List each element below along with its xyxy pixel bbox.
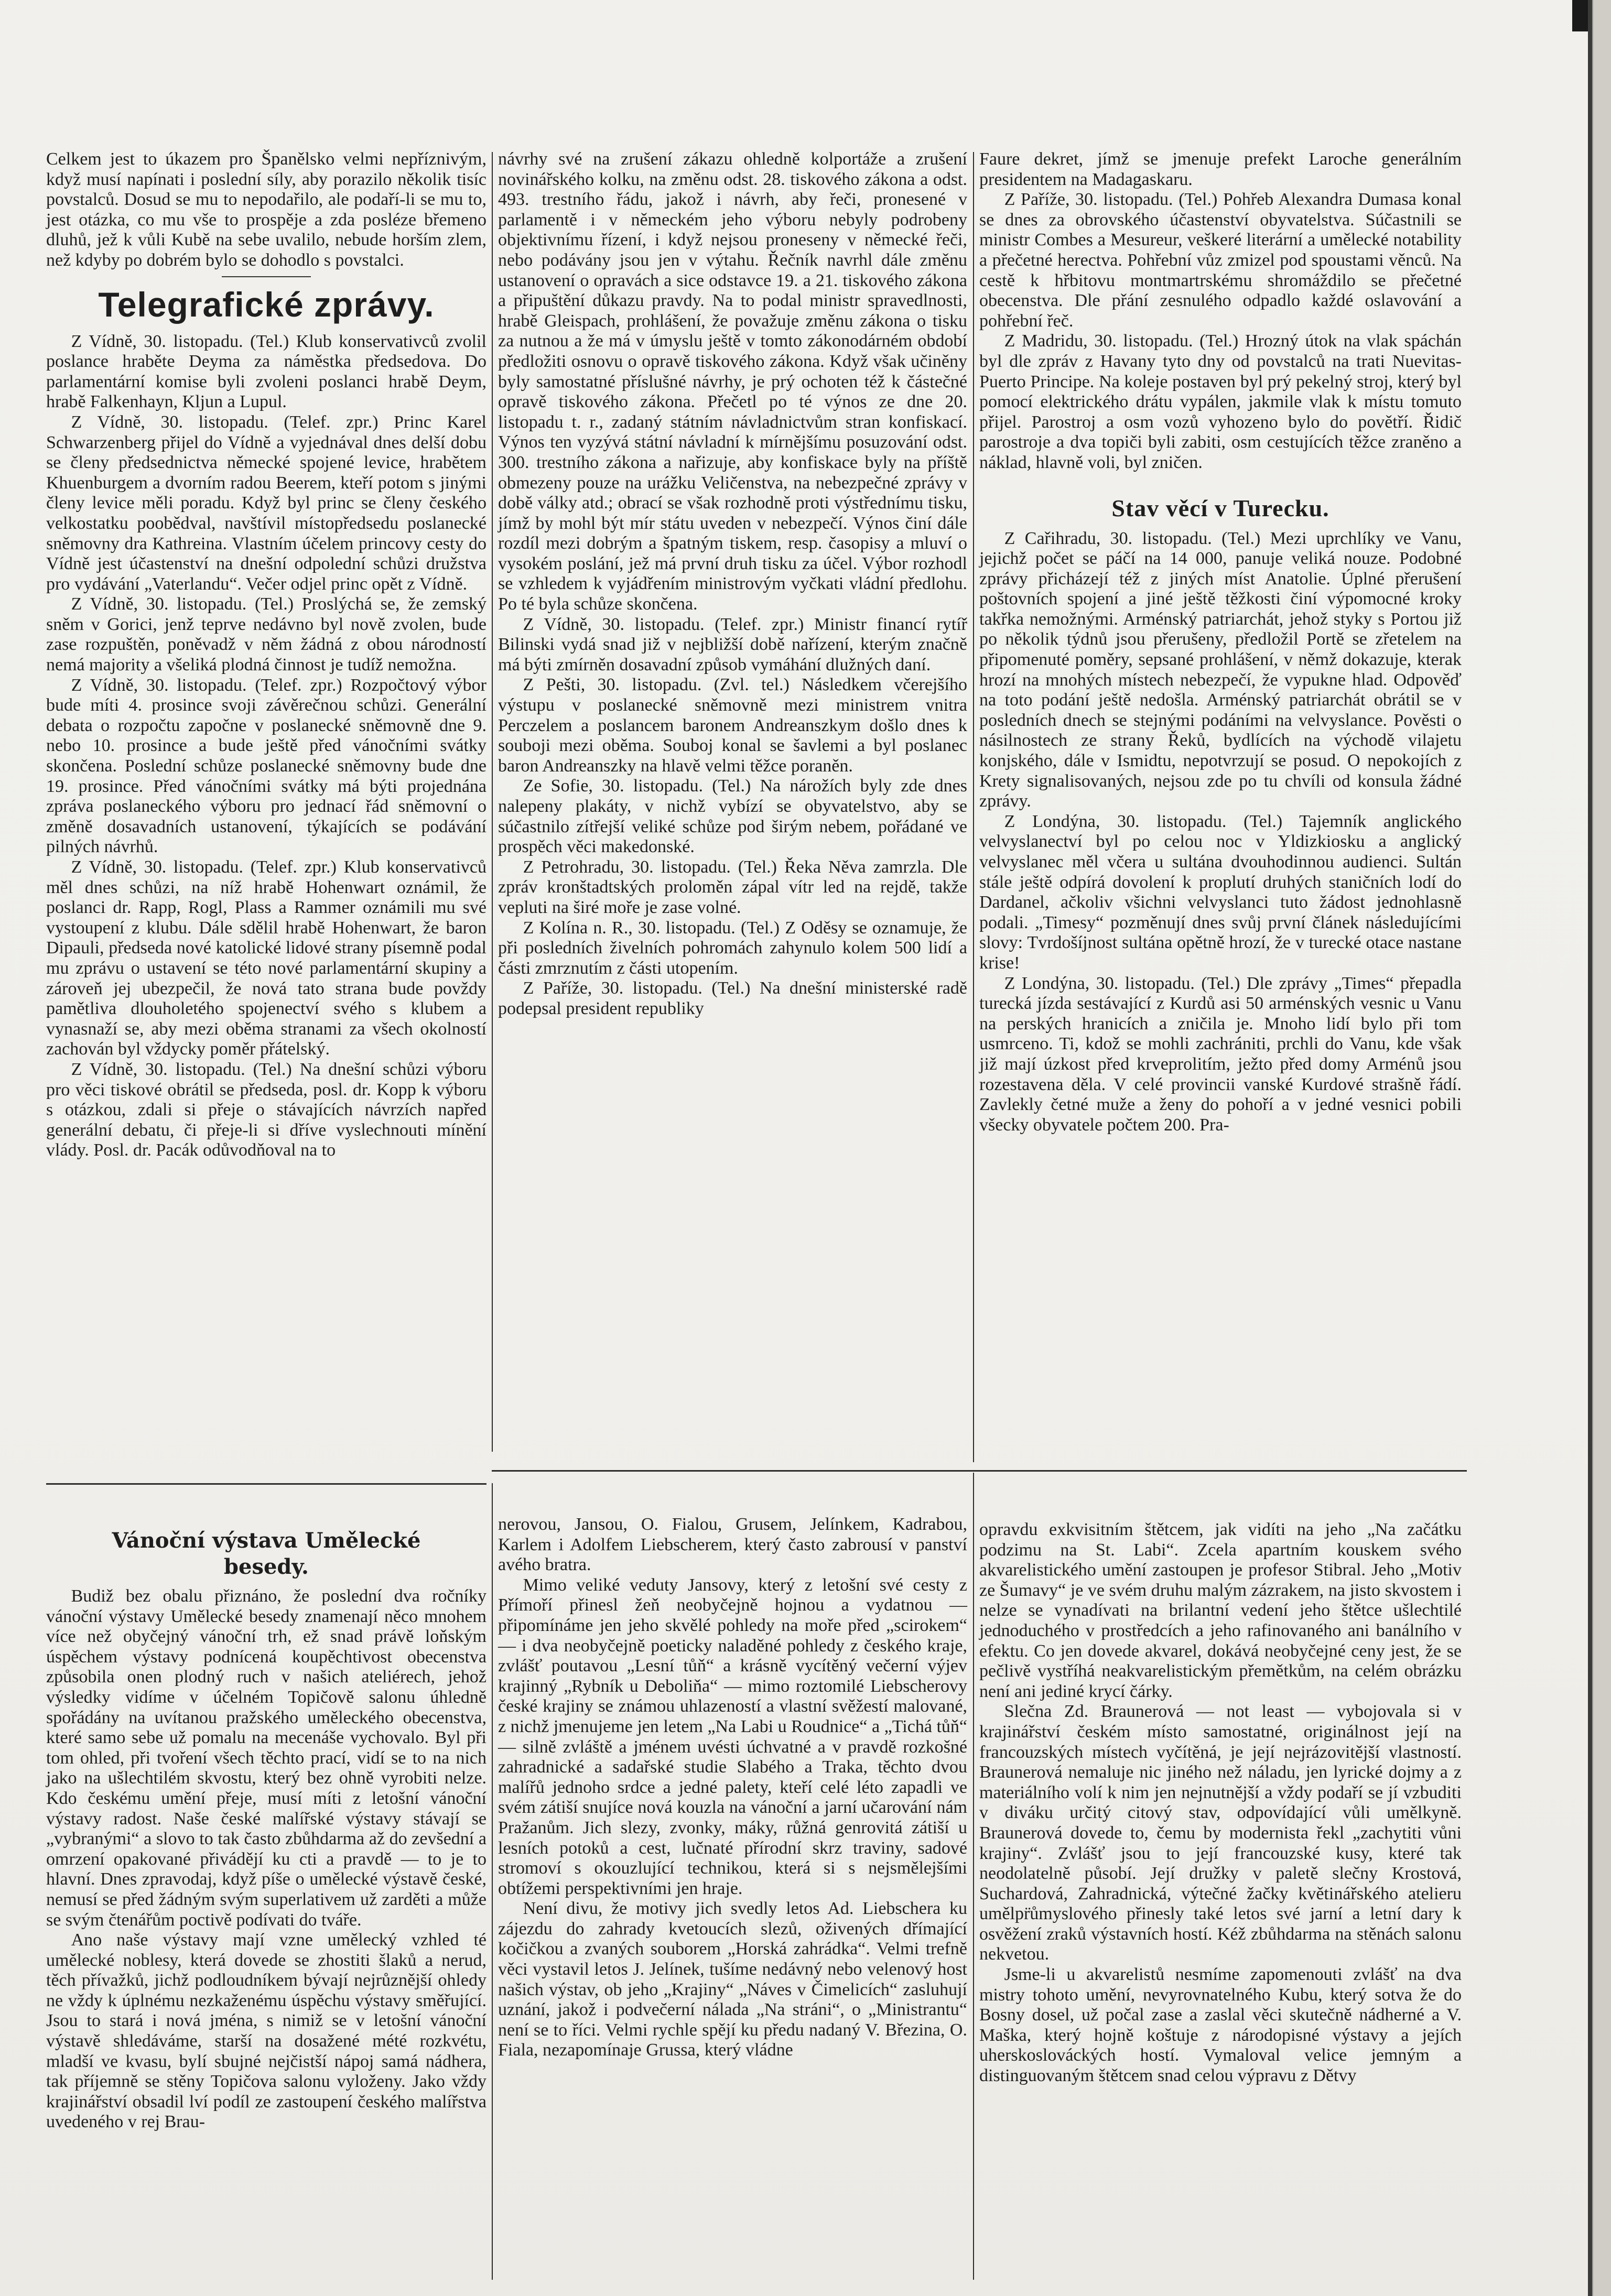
article-paragraph: Jsme-li u akvarelistů nesmíme zapomenouti zvlášť na dva mistry tohoto umění, nevyrovnatelného Kubu, který sotva že do Bosny dosel, už počal zase a zaslal věci skutečně nádherné a V. Maška, který hojně koštuje z národopisné výstavy a jejích uherskoslováckých hostí. Vymaloval velice jemným a distinguovaným štětcem snad celou výpravu z Dětvy: [979, 1965, 1462, 2086]
telegraph-item: Z Pešti, 30. listopadu. (Zvl. tel.) Následkem včerejšího výstupu v poslanecké sněmovně mezi ministrem vnitra Perczelem a poslancem baronem Andreanszkym došlo dnes k souboji mezi oběma. Souboj konal se šavlemi a byl poslanec baron Andreanszky na hlavě velmi těžce poraněn.: [498, 675, 967, 776]
page-edge: [1592, 0, 1611, 2296]
column-3-top: [979, 149, 1462, 1135]
section-divider: [492, 1470, 1467, 1472]
telegraph-item: Z Petrohradu, 30. listopadu. (Tel.) Řeka Něva zamrzla. Dle zpráv kronštadtských proloměn zápal vítr led na rejdě, takže vepluti na širé moře je zase volné.: [498, 857, 967, 917]
article-paragraph: Mimo veliké veduty Jansovy, který z letošní své cesty z Přímoří přinesl žeň neobyčejně hojnou a vydatnou — připomínáme jen jeho skvělé pohledy na moře před „scirokem“ — i dva neobyčejně poeticky naladěné pohledy z českého kraje, zvlášť poutavou „Lesní tůň“ a krásně vycítěný večerní výjev krajinný „Rybník u Deboliňa“ — mimo roztomilé Liebscherovy české krajiny se známou uhlazeností a vlastní svěžestí malované, z nichž jmenujeme jen letem „Na Labi u Roudnice“ a „Tichá tůň“ — silně zvláště a jménem uvésti úchvatné a v pravdě rozkošné zahradnické a sadařské studie Slabého a Traka, těchto dvou malířů jednoho srdce a jedné palety, kteří celé léto zapadli ve svém zátiší snujíce nová kouzla na vánoční a jarní učarování nám Pražanům. Jich slezy, zvonky, máky, růžná genrovitá zátiší u lesních potoků a cest, lučnaté přírodní skrz traviny, sadové stromoví s okouzlující technikou, která si s nejsmělejšími obtížemi perspektivními jen hraje.: [498, 1575, 967, 1898]
telegraph-item: Z Londýna, 30. listopadu. (Tel.) Dle zprávy „Times“ přepadla turecká jízda sestávající z Kurdů asi 50 arménských vesnic u Vanu na perských hranicích a zničila je. Mnoho lidí bylo při tom usmrceno. Ti, kdož se mohli zachrániti, prchli do Vanu, kde však již mají úzkost před krveprolitím, ježto před domy Arménů jsou rozestavena děla. V celé provincii vanské Kurdové strašně řádí. Zavlekly četné muže a ženy do pohoří a v jedné vesnici pobili všecky obyvatele počtem 200. Pra-: [979, 973, 1462, 1135]
article-paragraph: nerovou, Jansou, O. Fialou, Grusem, Jelínkem, Kadrabou, Karlem i Adolfem Liebscherem, který často zabrousí v panství avého bratra.: [498, 1515, 967, 1575]
column-rule-right-bottom: [973, 1473, 974, 2280]
section-heading-telegraph: Telegrafické zprávy.: [98, 285, 435, 324]
telegraph-item: Faure dekret, jímž se jmenuje prefekt Laroche generálním presidentem na Madagaskaru.: [979, 149, 1462, 189]
telegraph-item: Z Vídně, 30. listopadu. (Telef. zpr.) Klub konservativců měl dnes schůzi, na níž hrabě Hohenwart oznámil, že poslanci dr. Rapp, Rogl, Plass a Rammer oznámili mu své vystoupení z klubu. Dále sdělil hrabě Hohenwart, že baron Dipauli, předseda nové katolické lidové strany písemně podal mu zprávu o ustavení se této nové parlamentární skupiny a zároveň jej ubezpečil, že nová tato strana bude povždy pamětliva dlouholetého spojenectví svého s klubem a vynasnaží se, aby mezi oběma stranami za všech okolností zachován byl vždycky poměr přátelský.: [46, 857, 486, 1059]
telegraph-item: Z Cařihradu, 30. listopadu. (Tel.) Mezi uprchlíky ve Vanu, jejichž počet se páčí na 14 000, panuje veliká nouze. Podobné zprávy přicházejí též z jiných míst Anatolie. Úplné přerušení poštovních spojení a jiné ještě těžkosti činí výpomocné kroky takřka nemožnými. Arménský patriarchát, jehož styky s Portou již po několik týdnů jsou přerušeny, předložil Portě se zřetelem na připomenuté poměry, sepsané prohlášení, v němž dokazuje, kterak hrozí na mnohých místech nebezpečí, že vypukne hlad. Odpověď na toto podání ještě nedošla. Arménský patriarchát obrátil se v posledních dnech se stejnými podáními na velvyslance. Pověsti o násilnostech ze strany Řeků, bydlících na východě vilajetu konjského, dále v Ismidtu, nepotvrzují se posud. O nepokojích z Krety signalisovaných, nejsou zde po tu chvíli od konsula žádné zprávy.: [979, 528, 1462, 811]
telegraph-item: Z Vídně, 30. listopadu. (Tel.) Na dnešní schůzi výboru pro věci tiskové obrátil se předseda, posl. dr. Kopp k výboru s otázkou, zdali si přeje o stávajících návrzích napřed generální debatu, či přeje-li si dříve vyslechnouti mínění vlády. Posl. dr. Pacák odůvodňoval na to: [46, 1059, 486, 1160]
telegraph-item: Z Vídně, 30. listopadu. (Telef. zpr.) Rozpočtový výbor bude míti 4. prosince svoji závěrečnou schůzi. Generální debata o rozpočtu započne v poslanecké sněmovně dne 9. nebo 10. prosince a bude ještě před vánočními svátky skončena. Poslední schůze poslanecké sněmovny bude dne 19. prosince. Před vánočními svátky má býti projednána zpráva poslaneckého výboru pro jednací řád sněmovní o změně dosavadních ustanovení, týkajících se podávání pilných návrhů.: [46, 675, 486, 857]
article-paragraph: Ano naše výstavy mají vzne umělecký vzhled té umělecké noblesy, která dovede se zhostiti šlaků a nerud, těch přívažků, jichž podloudníkem bývají nejrůznější ohledy ne vždy k úplnému nezkaženému úspěchu výstavy směřující. Jsou to stará i nová jména, s nimiž se v letošní vánoční výstavě shledáváme, starší na dosažené mété rozkvétu, mladší ve kvasu, bylí sbujné nejčistší nápoj samá nádhera, tak příjemně se stěny Topičova salonu vyloženy. Jako vždy krajinářství obsadil lví podíl ze zastoupení českého malířstva uvedeného v rej Brau-: [46, 1930, 486, 2132]
telegraph-item: Z Vídně, 30. listopadu. (Tel.) Klub konservativců zvolil poslance hraběte Deyma za náměstka předsedova. Do parlamentární komise byli zvoleni poslanci hrabě Deym, hrabě Falkenhayn, Kljun a Lupul.: [46, 331, 486, 412]
column-rule-right-top: [973, 152, 974, 1462]
article-paragraph: Slečna Zd. Braunerová — not least — vybojovala si v krajinářství českém místo samostatné, originálnost její na francouzských místech vyčítěná, je její nejrázovitější vlastností. Braunerová nemaluje nic jiného než náladu, jen lyrické dojmy a z materiálního volí k nim jen nejnutnější a vždy podaří se jí vzbuditi v diváku určitý citový stav, odpovídající vůli umělkyně. Braunerová dovede to, čemu by modernista řekl „zachytiti vůni krajiny“. Zvlášť jsou to její francouzské kusy, které tak neodolatelně působí. Její družky v paletě slečny Krostová, Suchardová, Zahradnická, výtečné žačky květinářského atelieru umělpr̈ůmyslového přinesly také letos své jarní a letní dary k osvěžení zraků výstavních hostí. Kéž zbůhdarma na stěnách salonu nekvetou.: [979, 1702, 1462, 1964]
article-paragraph: opravdu exkvisitním štětcem, jak vidíti na jeho „Na začátku podzimu na St. Labi“. Zcela apartním kouskem svého akvarelistického umění zastoupen je profesor Stibral. Jeho „Motiv ze Šumavy“ je ve svém druhu malým zázrakem, na jisto skvostem i nelze se vynadívati na brilantní vedení jeho štětce ušlechtilé jednoduchého v prostředcích a jeho rafinovaného ani banálního v efektu. Co jen dovede akvarel, dokává neobyčejné ceny jest, že se pečlivě vystříhá neakvarelistickým přemětkům, na celém obrázku není ani jediné krycí čárky.: [979, 1520, 1462, 1701]
telegraph-item: návrhy své na zrušení zákazu ohledně kolportáže a zrušení novinářského kolku, na změnu odst. 28. tiskového zákona a odst. 493. trestního řádu, jakož i návrh, aby řeči, pronesené v parlamentě i v německém jeho výboru nebyly podrobeny objektivnímu řízení, i když nejsou proneseny v německé řeči, nebo podávány jsou jen v výtahu. Řečník navrhl dále změnu ustanovení o opravách a sice odstavce 19. a 21. tiskového zákona a připuštění důkazu pravdy. Na to podal ministr spravedlnosti, hrabě Gleispach, prohlášení, že považuje změnu zákona o tisku za nutnou a že má v úmyslu ještě v tomto zákonodárném období předložiti osnovu o opravě tiskového zákona. Když však učiněny byly samostatné příslušné návrhy, je prý ochoten též k částečné opravě tiskového zákona. Přečetl po té výnos ze dne 20. listopadu t. r., zadaný státním návladnictvům stran konfiskací. Výnos ten vyzývá státní návladní k mírnějšímu posuzování odst. 300. trestního zákona a nařizuje, aby konfiskace byly na příště obmezeny pouze na urážku Veličenstva, na nebezpečné zprávy v době války atd.; obrací se však rozhodně proti výstřednímu tisku, jímž by mohl být mír státu uveden v nebezpečí. Výnos činí dále rozdíl mezi dobrým a špatným tiskem, resp. časopisy a mluví o vysokém poslání, jež má první druh tisku za účel. Výbor rozhodl se vzhledem k vyjádřením ministrovým vyčkati vládní předlohu. Po té byla schůze skončena.: [498, 149, 967, 614]
section-heading-turkey: Stav věcí v Turecku.: [1111, 494, 1329, 521]
telegraph-item: Z Paříže, 30. listopadu. (Tel.) Na dnešní ministerské radě podepsal president republiky: [498, 978, 967, 1018]
telegraph-item: Ze Sofie, 30. listopadu. (Tel.) Na nárožích byly zde dnes nalepeny plakáty, v nichž vybízí se obyvatelstvo, aby se súčastnilo zítřejší veliké schůze pod širým nebem, pořádané ve prospěch věci makedonské.: [498, 776, 967, 857]
telegraph-item: Z Londýna, 30. listopadu. (Tel.) Tajemník anglického velvyslanectví byl po celou noc v Yldizkiosku a anglický velvyslanec měl včera u sultána dvouhodinnou audienci. Sultán stále ještě odpírá dovolení k proplutí druhých staničních lodí do Dardanel, ačkoliv všichni velvyslanci tuto žádost jednohlasně podali. „Timesy“ pozměnují dnes svůj první článek následujícími slovy: Tvrdošíjnost sultána opětně hrozí, že v turecké otace nastane krise!: [979, 811, 1462, 973]
telegraph-item: Z Vídně, 30. listopadu. (Telef. zpr.) Princ Karel Schwarzenberg přijel do Vídně a vyjednával dnes delší dobu se členy předsednictva německé spojené levice, hrabětem Khuenburgem a dvorním radou Beerem, kteří potom s jinými členy levice měli poradu. Když byl princ se členy českého velkostatku poobědval, navštívil místopředsedu poslanecké sněmovny dra Kathreina. Vlastním účelem princovy cesty do Vídně jest účastenství na dnešní odpolední schůzi družstva pro vydávání „Vaterlandu“. Večer odjel princ opět z Vídně.: [46, 412, 486, 594]
telegraph-item: Z Paříže, 30. listopadu. (Tel.) Pohřeb Alexandra Dumasa konal se dnes za obrovského účastenství obyvatelstva. Súčastnili se ministr Combes a Mesureur, veškeré literární a umělecké notability a přečetné herectva. Pohřební vůz zmizel pod spoustami věnců. Na cestě k hřbitovu montmartrskému shromáždilo se přečetné obecenstva. Dle přání zesnulého odpadlo každé oslavování a pohřební řeč.: [979, 190, 1462, 331]
column-2-top: [498, 149, 967, 1019]
column-3-bottom: [979, 1520, 1462, 2086]
telegraph-item: Z Madridu, 30. listopadu. (Tel.) Hrozný útok na vlak spáchán byl dle zpráv z Havany tyto dny od povstalců na trati Nuevitas-Puerto Principe. Na koleje postaven byl prý pekelný stroj, který byl pomocí elektrického drátu vypálen, jakmile vlak k místu tomuto přijel. Parostroj a osm vozů vyhozeno bylo do povětří. Řidič parostroje a dva topiči byli zabiti, osm cestujících těžce zraněno a náklad, hlavně voli, byl zničen.: [979, 331, 1462, 472]
section-heading-exhibition: Vánoční výstava Umělecké besedy.: [112, 1528, 421, 1579]
telegraph-item: Z Vídně, 30. listopadu. (Tel.) Proslýchá se, že zemský sněm v Gorici, jenž teprve nedávno byl nově zvolen, bude zase rozpuštěn, poněvadž v něm žádná z obou národností nemá majority a všeliká plodná činnost je tudíž nemožna.: [46, 594, 486, 675]
section-divider-left: [46, 1483, 486, 1485]
article-paragraph: Celkem jest to úkazem pro Španělsko velmi nepříznivým, když musí napínati i poslední síly, aby porazilo několik tisíc povstalců. Dosud se mu to nepodařilo, ale podaří-li se mu to, jest otázka, co mu vše to prospěje a zda posléze břemeno dluhů, jež k vůli Kubě na sebe uvalilo, nebude horším zlem, než kdyby po dobrém bylo se dohodlo s povstalci.: [46, 149, 486, 270]
column-rule-left-bottom: [492, 1483, 493, 2280]
telegraph-item: Z Vídně, 30. listopadu. (Telef. zpr.) Ministr financí rytíř Bilinski vydá snad již v nejbližší době nařízení, kterým značně má býti zmírněn dosavadní způsob vymáhání dlužných daní.: [498, 614, 967, 674]
telegraph-item: Z Kolína n. R., 30. listopadu. (Tel.) Z Oděsy se oznamuje, že při posledních živelních pohromách zahynulo kolem 500 lidí a části zmrznutím z části utopením.: [498, 918, 967, 978]
column-1-bottom: [46, 1522, 486, 2132]
separator-rule: [222, 276, 311, 277]
corner-scan-mark: [1572, 0, 1588, 31]
column-rule-left-top: [492, 152, 493, 1452]
article-paragraph: Není divu, že motivy jich svedly letos Ad. Liebschera ku zájezdu do zahrady kvetoucích slezů, oživených dřímající kočičkou a zvaných souborem „Horská zahrádka“. Velmi trefně věci vystavil letos J. Jelínek, tušíme nedávný nebo velenový host našich výstav, ob jeho „Krajiny“ „Náves v Čimelicích“ zasluhují uznání, jakož i podvečerní nálada „Na stráni“, o „Ministrantu“ není se to říci. Velmi rychle spějí ku předu nadaný V. Březina, O. Fiala, nezapomínaje Grussa, který vládne: [498, 1899, 967, 2060]
column-2-bottom: [498, 1515, 967, 2061]
column-1-top: [46, 149, 486, 1161]
article-paragraph: Budiž bez obalu přiznáno, že poslední dva ročníky vánoční výstavy Umělecké besedy znamenají něco mnohem více než obyčejný vánoční trh, ež snad právě loňským úspěchem výstavy podnícená koupěchtivost obecenstva způsobila onen plodný ruch v našich ateliérech, jehož výsledky vidíme v účelném Topičově salonu úhledně spořádány na uvítanou pražského uměleckého obecenstva, které samo sebe už pomalu na mecenáše vychovalo. Byl při tom ohled, při tvoření všech těchto prací, vidí se to na nich jako na ušlechtilém skvostu, který bez ohně vyrobiti nelze. Kdo českému umění přeje, musí míti z letošní vánoční výstavy radost. Naše české malířské výstavy stávají se „vybranými“ a slovo to tak často zbůhdarma až do zevšední a omrzení opakované přivádějí ku cti a pravdě — to je to hlavní. Dnes zpravodaj, když píše o umělecké výstavě české, nemusí se před žádným svým superlativem už zarděti a může se svým čtenářům poctivě podívati do tváře.: [46, 1586, 486, 1930]
